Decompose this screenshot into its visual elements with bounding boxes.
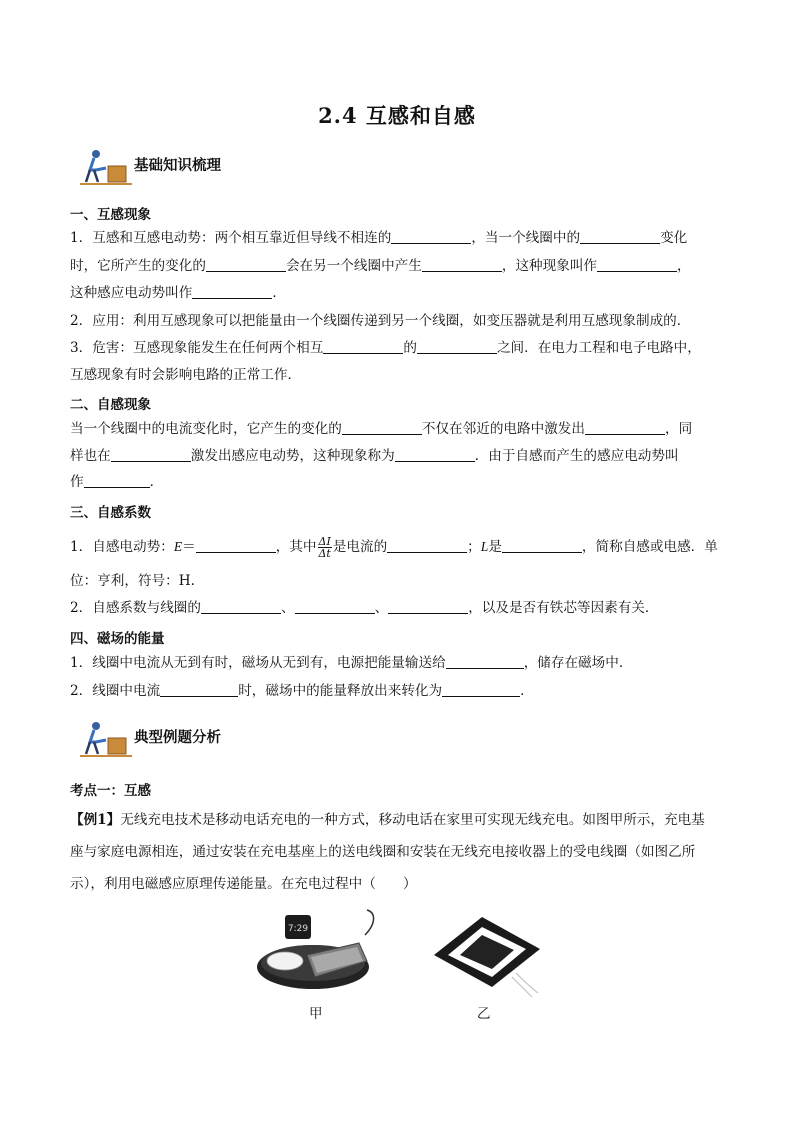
figure-caption-a: 甲	[309, 1006, 323, 1022]
page-title: 2.4 互感和自感	[318, 103, 476, 128]
blank[interactable]	[388, 599, 468, 614]
heading-mutual-inductance: 一、互感现象	[70, 207, 151, 223]
para-5-line-1: 1．自感电动势：E＝ ，其中 $\frac{\Delta I}{\Delta t}$ 是电流的 ；L是 ，简称自感或电感．单	[70, 535, 718, 560]
blank[interactable]	[395, 447, 475, 462]
para-1-line-2: 时，它所产生的变化的 会在另一个线圈中产生 ，这种现象叫作 ，	[70, 258, 691, 274]
example-1-line-2: 座与家庭电源相连，通过安装在充电基座上的送电线圈和安装在无线充电接收器上的受电线圈（如图乙所	[70, 844, 696, 860]
example-label: 【例1】	[70, 812, 121, 828]
heading-key-point-1: 考点一：互感	[70, 783, 151, 799]
blank[interactable]	[597, 257, 677, 272]
heading-magnetic-energy: 四、磁场的能量	[70, 631, 165, 647]
pushing-box-icon	[78, 720, 134, 762]
para-2: 2．应用：利用互感现象可以把能量由一个线圈传递到另一个线圈，如变压器就是利用互感现象制成的．	[70, 313, 691, 329]
figure-caption-b: 乙	[477, 1006, 491, 1022]
para-3-line-1: 3．危害：互感现象能发生在任何两个相互 的 之间．在电力工程和电子电路中，	[70, 340, 701, 356]
example-1-line-1: 【例1】无线充电技术是移动电话充电的一种方式，移动电话在家里可实现无线充电。如图甲所示，充电基	[70, 812, 705, 828]
receiver-coil-illustration	[432, 915, 552, 1000]
section-title-examples: 典型例题分析	[134, 730, 221, 746]
blank[interactable]	[422, 257, 502, 272]
blank[interactable]	[192, 284, 272, 299]
para-4-line-3: 作 ．	[70, 474, 164, 490]
blank[interactable]	[391, 229, 471, 244]
blank[interactable]	[585, 420, 665, 435]
para-7: 1．线圈中电流从无到有时，磁场从无到有，电源把能量输送给 ，储存在磁场中．	[70, 655, 633, 671]
section-header-examples	[78, 720, 278, 752]
section-title-basic: 基础知识梳理	[134, 158, 221, 174]
blank[interactable]	[580, 229, 660, 244]
charging-base-illustration	[255, 905, 380, 1005]
blank[interactable]	[387, 538, 467, 553]
blank[interactable]	[206, 257, 286, 272]
example-1-line-3: 示），利用电磁感应原理传递能量。在充电过程中（ ）	[70, 876, 417, 892]
blank[interactable]	[111, 447, 191, 462]
para-4-line-2: 样也在 激发出感应电动势，这种现象称为 ．由于自感而产生的感应电动势叫	[70, 448, 679, 464]
para-8: 2．线圈中电流 时，磁场中的能量释放出来转化为 ．	[70, 683, 534, 699]
blank[interactable]	[342, 420, 422, 435]
section-header-basic	[78, 148, 278, 180]
pushing-box-icon	[78, 148, 134, 190]
para-4-line-1: 当一个线圈中的电流变化时，它产生的变化的 不仅在邻近的电路中激发出 ，同	[70, 421, 693, 437]
heading-inductance-coefficient: 三、自感系数	[70, 505, 151, 521]
clock-text: 7:29	[287, 924, 309, 934]
para-6: 2．自感系数与线圈的 、 、 ，以及是否有铁芯等因素有关．	[70, 600, 659, 616]
blank[interactable]	[442, 682, 520, 697]
blank[interactable]	[417, 339, 497, 354]
para-1-line-1: 1．互感和互感电动势：两个相互靠近但导线不相连的 ，当一个线圈中的 变化	[70, 230, 688, 246]
blank[interactable]	[84, 473, 150, 488]
blank[interactable]	[323, 339, 403, 354]
blank[interactable]	[201, 599, 281, 614]
heading-self-inductance: 二、自感现象	[70, 397, 151, 413]
blank[interactable]	[295, 599, 375, 614]
blank[interactable]	[160, 682, 238, 697]
blank[interactable]	[502, 538, 582, 553]
blank[interactable]	[196, 538, 276, 553]
blank[interactable]	[446, 654, 524, 669]
para-5-line-2: 位：亨利，符号：H.	[70, 573, 195, 589]
para-3-line-2: 互感现象有时会影响电路的正常工作．	[70, 367, 302, 383]
para-1-line-3: 这种感应电动势叫作 ．	[70, 285, 286, 301]
delta-i-over-delta-t: $\frac{\Delta I}{\Delta t}$	[318, 535, 331, 560]
